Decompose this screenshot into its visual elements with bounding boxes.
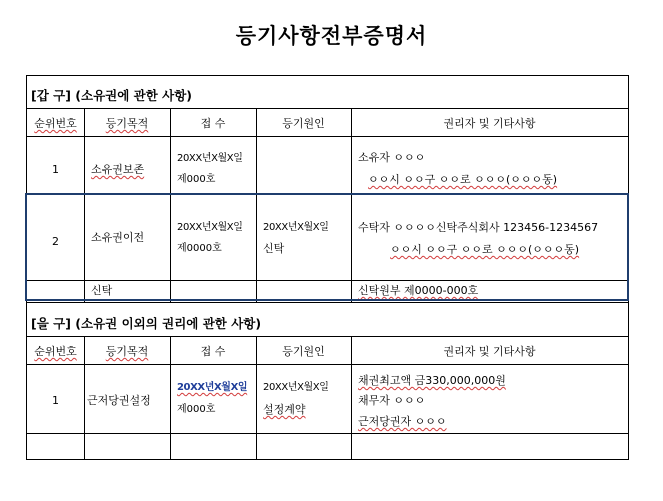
section-gap-heading: [갑 구] (소유권에 관한 사항) [31,88,193,103]
col-purpose-header: 등기목적 [105,345,149,358]
gap-row1-receipt-no: 제000호 [177,174,216,185]
divider [27,108,628,109]
gap-row2-cause: 신탁 [263,242,285,255]
divider [27,364,628,365]
col-rank-header: 순위번호 [34,345,77,358]
section-eul-heading: [을 구] (소유권 이외의 권리에 관한 사항) [31,316,262,331]
col-divider [351,108,352,302]
gap-row2-receipt-no: 제0000호 [177,243,222,254]
gap-row2-cause-date: 20XX년X월X일 [263,222,329,233]
gap-row2-detail-1: 수탁자 ㅇㅇㅇㅇ신탁주식회사 123456-1234567 [358,221,599,234]
gap-row1-purpose: 소유권보존 [91,163,145,176]
col-receipt-header: 접 수 [200,345,226,358]
gap-row2-detail-2: ㅇㅇ시 ㅇㅇ구 ㅇㅇ로 ㅇㅇㅇ(ㅇㅇㅇ동) [390,243,580,256]
eul-row1-cause-date: 20XX년X월X일 [263,382,329,393]
col-details-header: 권리자 및 기타사항 [443,117,536,130]
divider [27,302,628,303]
gap-row2-rank: 2 [52,235,59,248]
gap-row2-receipt-date: 20XX년X월X일 [177,222,243,233]
eul-row1-cause: 설정계약 [263,403,306,416]
gap-row3-detail-1: 신탁원부 제0000-000호 [358,284,479,297]
eul-row1-detail-3: 근저당권자 ㅇㅇㅇ [358,415,447,428]
eul-row1-receipt-no: 제000호 [177,404,216,415]
col-details-header: 권리자 및 기타사항 [443,345,536,358]
col-rank-header: 순위번호 [34,117,77,130]
divider [27,193,628,194]
registry-sheet [26,75,629,460]
divider [27,136,628,137]
col-divider [84,108,85,302]
col-divider [170,108,171,302]
col-cause-header: 등기원인 [282,345,325,358]
col-divider [84,336,85,460]
col-receipt-header: 접 수 [200,117,226,130]
col-divider [256,336,257,460]
gap-row1-rank: 1 [52,163,59,176]
col-cause-header: 등기원인 [282,117,325,130]
eul-row1-detail-2: 채무자 ㅇㅇㅇ [358,394,426,407]
document-title: 등기사항전부증명서 [235,24,428,48]
gap-row1-detail-1: 소유자 ㅇㅇㅇ [358,151,426,164]
col-divider [351,336,352,460]
divider [27,280,628,281]
col-purpose-header: 등기목적 [105,117,149,130]
col-divider [256,108,257,302]
eul-row1-rank: 1 [52,394,59,407]
eul-row1-purpose: 근저당권설정 [87,394,151,407]
gap-row1-receipt-date: 20XX년X월X일 [177,153,243,164]
col-divider [170,336,171,460]
gap-row1-detail-2: ㅇㅇ시 ㅇㅇ구 ㅇㅇ로 ㅇㅇㅇ(ㅇㅇㅇ동) [368,173,558,186]
divider [27,433,628,434]
eul-row1-receipt-date: 20XX년X월X일 [177,382,248,393]
gap-row2-purpose: 소유권이전 [91,231,145,244]
gap-row3-purpose: 신탁 [91,284,113,297]
eul-row1-detail-1: 채권최고액 금330,000,000원 [358,374,506,387]
divider [27,336,628,337]
